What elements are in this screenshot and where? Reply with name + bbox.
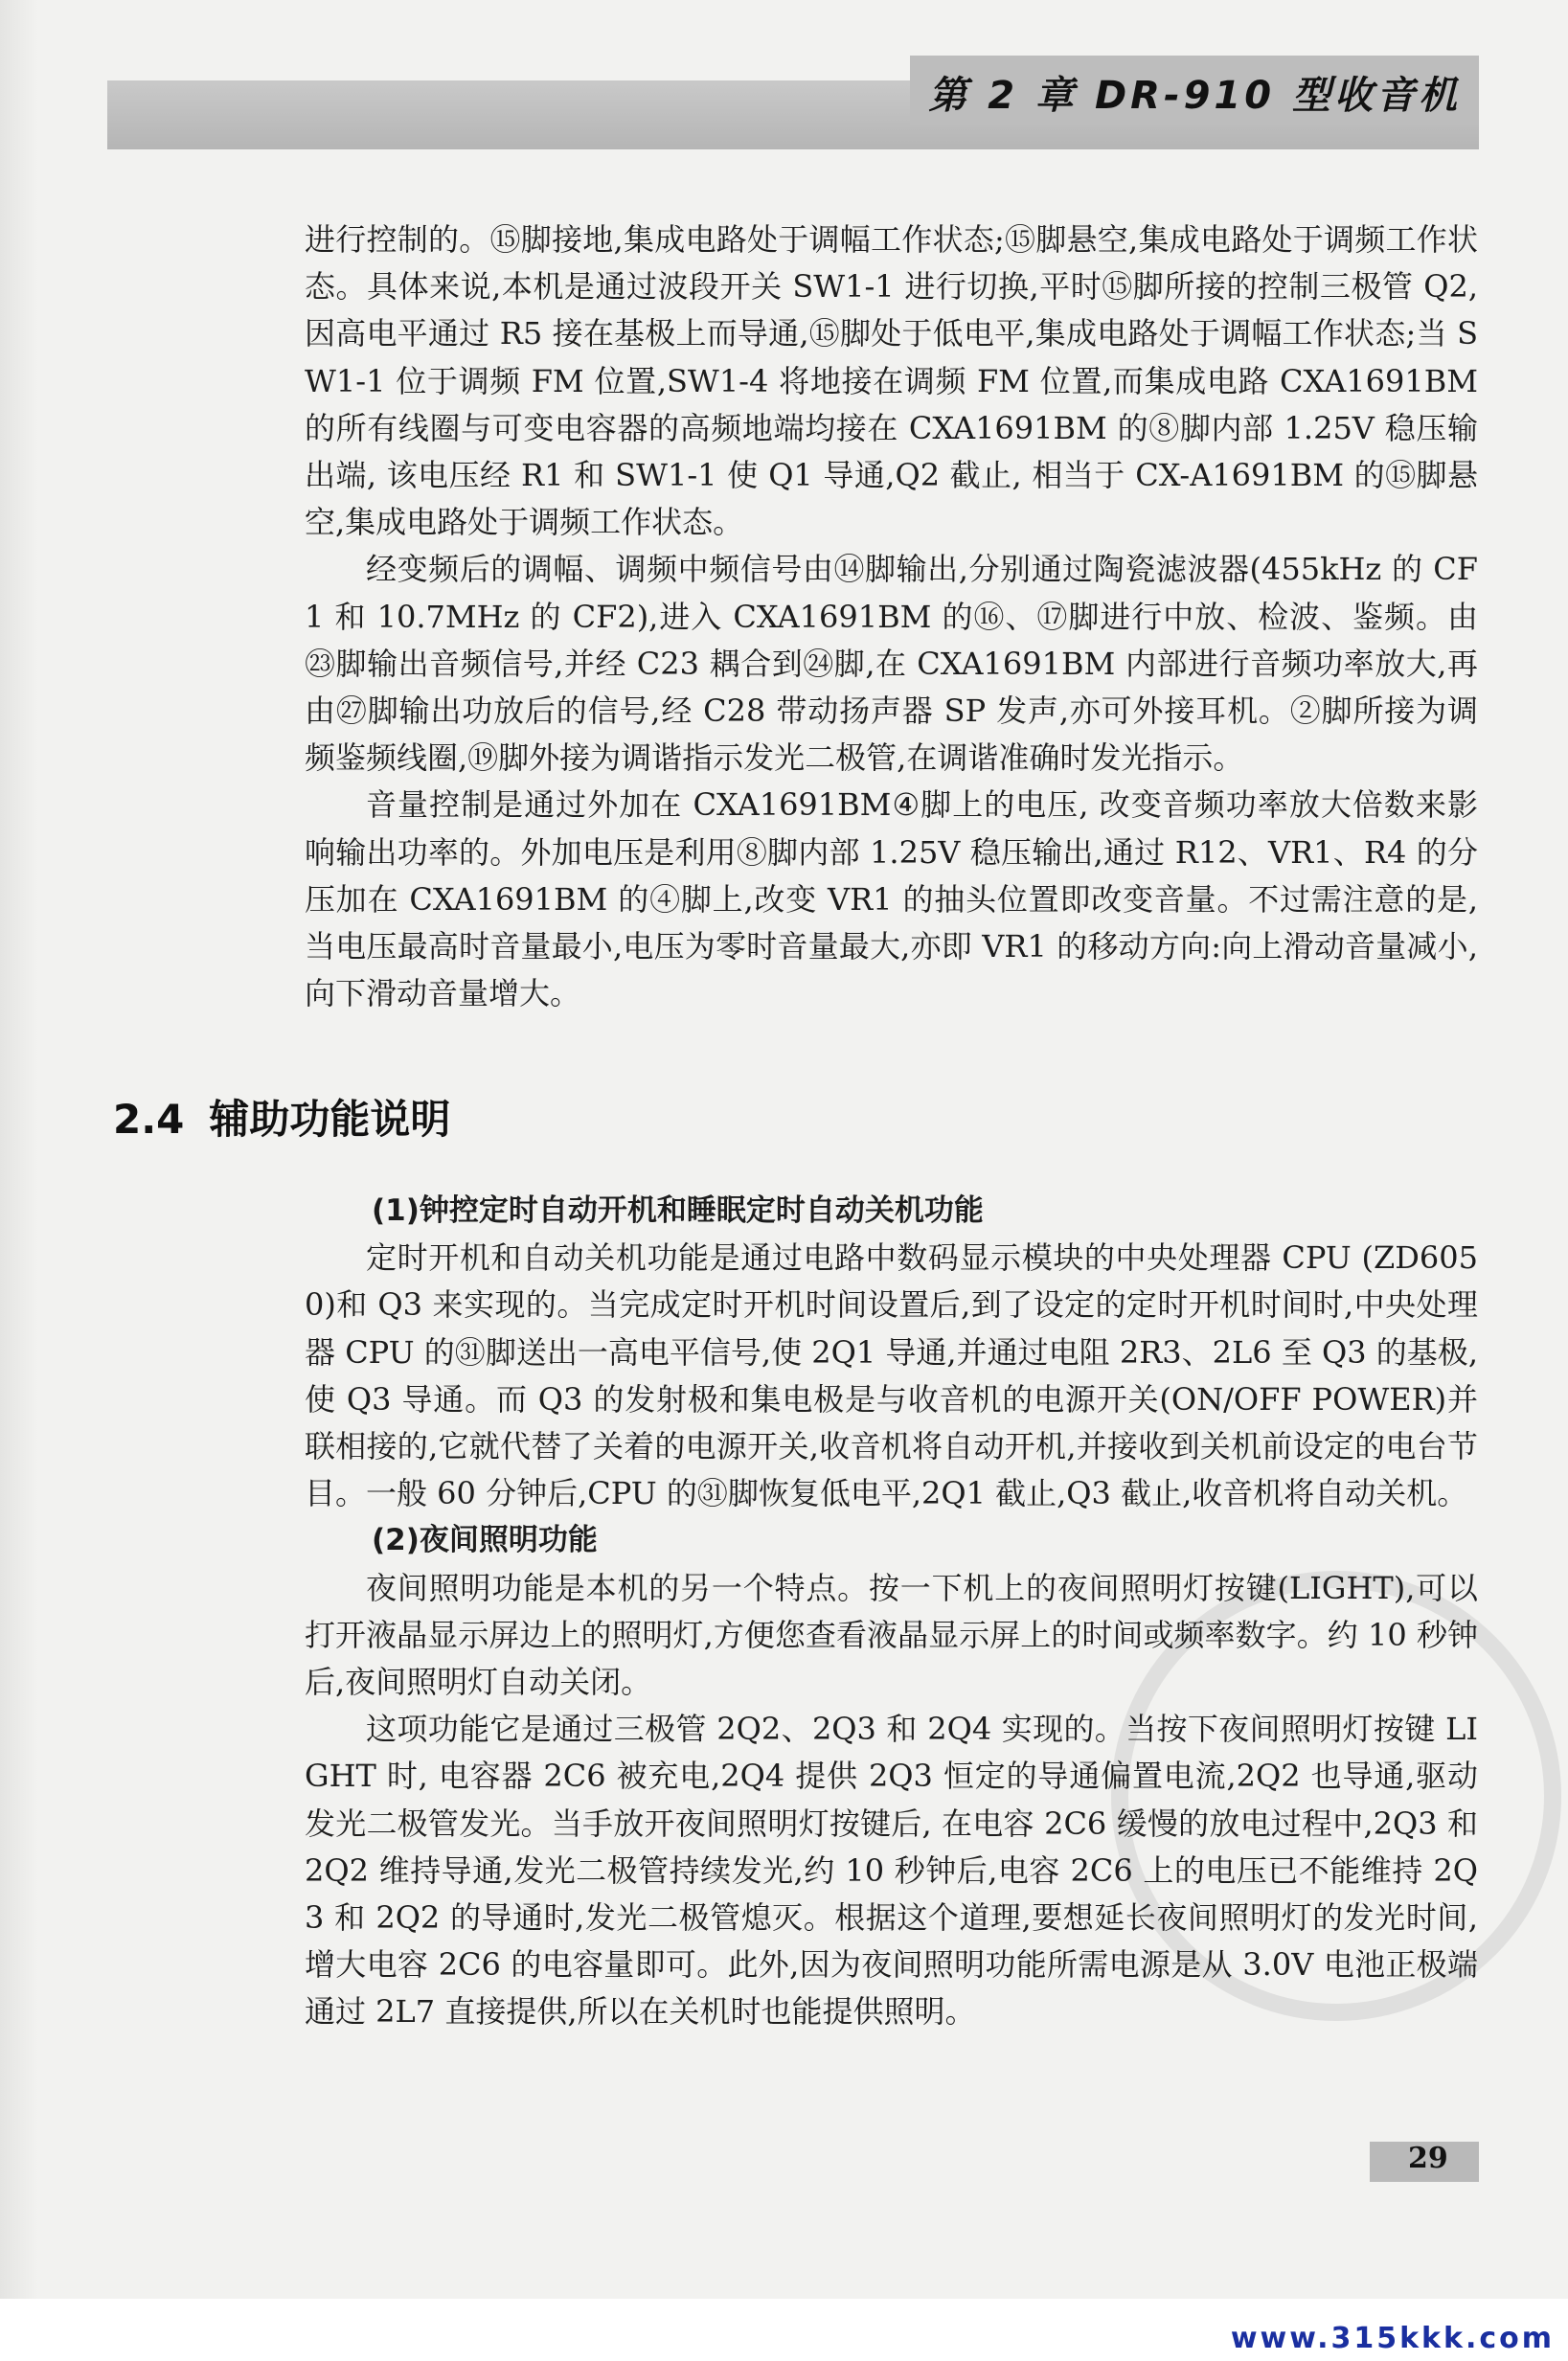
scan-shadow bbox=[0, 0, 38, 2299]
section-heading bbox=[113, 1088, 450, 1146]
paragraph: 定时开机和自动关机功能是通过电路中数码显示模块的中央处理器 CPU (ZD6050)和 Q3 来实现的。当完成定时开机时间设置后,到了设定的定时开机时间时,中央处理器 CPU 的㉛脚送出一高电平信号,使 2Q1 导通,并通过电阻 2R3、2L6 至 Q3 的基极, 使 Q3 导通。而 Q3 的发射极和集电极是与收音机的电源开关(ON/OFF POWER)并联相接的,它就代替了关着的电源开关,收音机将自动开机,并接收到关机前设定的电台节目。一般 60 分钟后,CPU 的㉛脚恢复低电平,2Q1 截止,Q3 截止,收音机将自动关机。 bbox=[305, 1239, 1478, 1512]
paragraph: 经变频后的调幅、调频中频信号由⑭脚输出,分别通过陶瓷滤波器(455kHz 的 CF1 和 10.7MHz 的 CF2),进入 CXA1691BM 的⑯、⑰脚进行中放、检波、鉴频。由㉓脚输出音频信号,并经 C23 耦合到㉔脚,在 CXA1691BM 内部进行音频功率放大,再由㉗脚输出功放后的信号,经 C28 带动扬声器 SP 发声,亦可外接耳机。②脚所接为调频鉴频线圈,⑲脚外接为调谐指示发光二极管,在调谐准确时发光指示。 bbox=[305, 551, 1478, 777]
section-number: 2.4 bbox=[113, 1096, 185, 1143]
subsection-heading-2: (2)夜间照明功能 bbox=[372, 1523, 598, 1558]
subsection-heading-1: (1)钟控定时自动开机和睡眠定时自动关机功能 bbox=[372, 1193, 984, 1228]
section-title: 辅助功能说明 bbox=[209, 1096, 451, 1143]
paragraph: 这项功能它是通过三极管 2Q2、2Q3 和 2Q4 实现的。当按下夜间照明灯按键 LIGHT 时, 电容器 2C6 被充电,2Q4 提供 2Q3 恒定的导通偏置电流,2Q2 也导通,驱动发光二极管发光。当手放开夜间照明灯按键后, 在电容 2C6 缓慢的放电过程中,2Q3 和 2Q2 维持导通,发光二极管持续发光,约 10 秒钟后,电容 2C6 上的电压已不能维持 2Q3 和 2Q2 的导通时,发光二极管熄灭。根据这个道理,要想延长夜间照明灯的发光时间,增大电容 2C6 的电容量即可。此外,因为夜间照明功能所需电源是从 3.0V 电池正极端通过 2L7 直接提供,所以在关机时也能提供照明。 bbox=[305, 1711, 1478, 2031]
paragraph: 音量控制是通过外加在 CXA1691BM④脚上的电压, 改变音频功率放大倍数来影响输出功率的。外加电压是利用⑧脚内部 1.25V 稳压输出,通过 R12、VR1、R4 的分压加在 CXA1691BM 的④脚上,改变 VR1 的抽头位置即改变音量。不过需注意的是,当电压最高时音量最小,电压为零时音量最大,亦即 VR1 的移动方向:向上滑动音量减小,向下滑动音量增大。 bbox=[305, 786, 1478, 1012]
paragraph: 进行控制的。⑮脚接地,集成电路处于调幅工作状态;⑮脚悬空,集成电路处于调频工作状态。具体来说,本机是通过波段开关 SW1-1 进行切换,平时⑮脚所接的控制三极管 Q2,因高电平通过 R5 接在基极上而导通,⑮脚处于低电平,集成电路处于调幅工作状态;当 SW1-1 位于调频 FM 位置,SW1-4 将地接在调频 FM 位置,而集成电路 CXA1691BM 的所有线圈与可变电容器的高频地端均接在 CXA1691BM 的⑧脚内部 1.25V 稳压输出端, 该电压经 R1 和 SW1-1 使 Q1 导通,Q2 截止, 相当于 CX-A1691BM 的⑮脚悬空,集成电路处于调频工作状态。 bbox=[305, 221, 1478, 541]
body-top bbox=[305, 216, 1478, 1017]
page-number: 29 bbox=[1408, 2142, 1448, 2175]
watermark-url: www.315kkk.com bbox=[1230, 2322, 1555, 2355]
body-bottom bbox=[305, 1188, 1478, 2036]
paragraph: 夜间照明功能是本机的另一个特点。按一下机上的夜间照明灯按键(LIGHT),可以打开液晶显示屏边上的照明灯,方便您查看液晶显示屏上的时间或频率数字。约 10 秒钟后,夜间照明灯自动关闭。 bbox=[305, 1569, 1478, 1701]
chapter-title: 第 2 章 DR-910 型收音机 bbox=[928, 74, 1461, 118]
